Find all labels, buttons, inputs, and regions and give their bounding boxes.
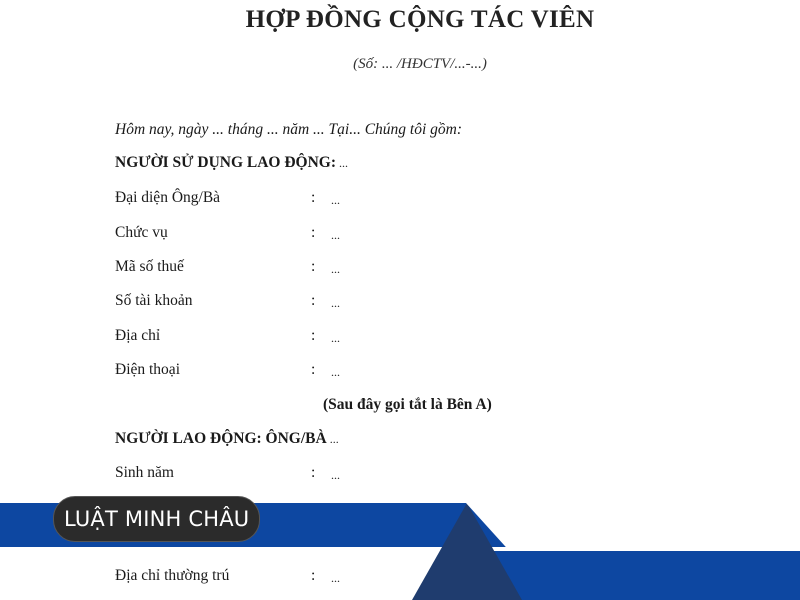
intro-line: Hôm nay, ngày ... tháng ... năm ... Tại... Chúng tôi gồm:: [115, 121, 463, 138]
field-separator: :: [311, 327, 316, 344]
field-label: Địa chỉ: [115, 327, 161, 344]
field-separator: :: [311, 567, 316, 584]
field-label: Chức vụ: [115, 224, 168, 241]
employee-heading-text: NGƯỜI LAO ĐỘNG: ÔNG/BÀ: [115, 430, 327, 447]
brand-logo-pill: [53, 496, 260, 542]
field-separator: :: [311, 258, 316, 275]
employer-heading-suffix: ...: [336, 156, 349, 170]
employee-heading: [115, 430, 339, 448]
field-value: ...: [331, 365, 340, 379]
field-separator: :: [311, 189, 316, 206]
brand-name: LUẬT MINH CHÂU: [64, 507, 250, 531]
field-label: Số tài khoản: [115, 292, 193, 309]
employee-heading-suffix: ...: [326, 432, 339, 446]
field-value: ...: [331, 262, 340, 276]
field-separator: :: [311, 292, 316, 309]
field-label: Địa chỉ thường trú: [115, 567, 230, 584]
document-number: (Số: ... /HĐCTV/...-...): [353, 56, 487, 72]
field-label: Mã số thuế: [115, 258, 184, 275]
field-label: Điện thoại: [115, 361, 180, 378]
field-value: ...: [331, 228, 340, 242]
field-separator: :: [311, 464, 316, 481]
employer-heading: [115, 154, 348, 172]
field-value: ...: [331, 468, 340, 482]
field-value: ...: [331, 296, 340, 310]
field-value: ...: [331, 193, 340, 207]
field-separator: :: [311, 361, 316, 378]
document-title: HỢP ĐỒNG CỘNG TÁC VIÊN: [245, 6, 595, 33]
field-label: Đại diện Ông/Bà: [115, 189, 221, 206]
party-a-note: (Sau đây gọi tắt là Bên A): [323, 396, 492, 413]
field-label: Sinh năm: [115, 464, 174, 481]
field-value: ...: [331, 571, 340, 585]
employer-heading-text: NGƯỜI SỬ DỤNG LAO ĐỘNG:: [115, 154, 337, 171]
field-value: ...: [331, 331, 340, 345]
field-separator: :: [311, 224, 316, 241]
